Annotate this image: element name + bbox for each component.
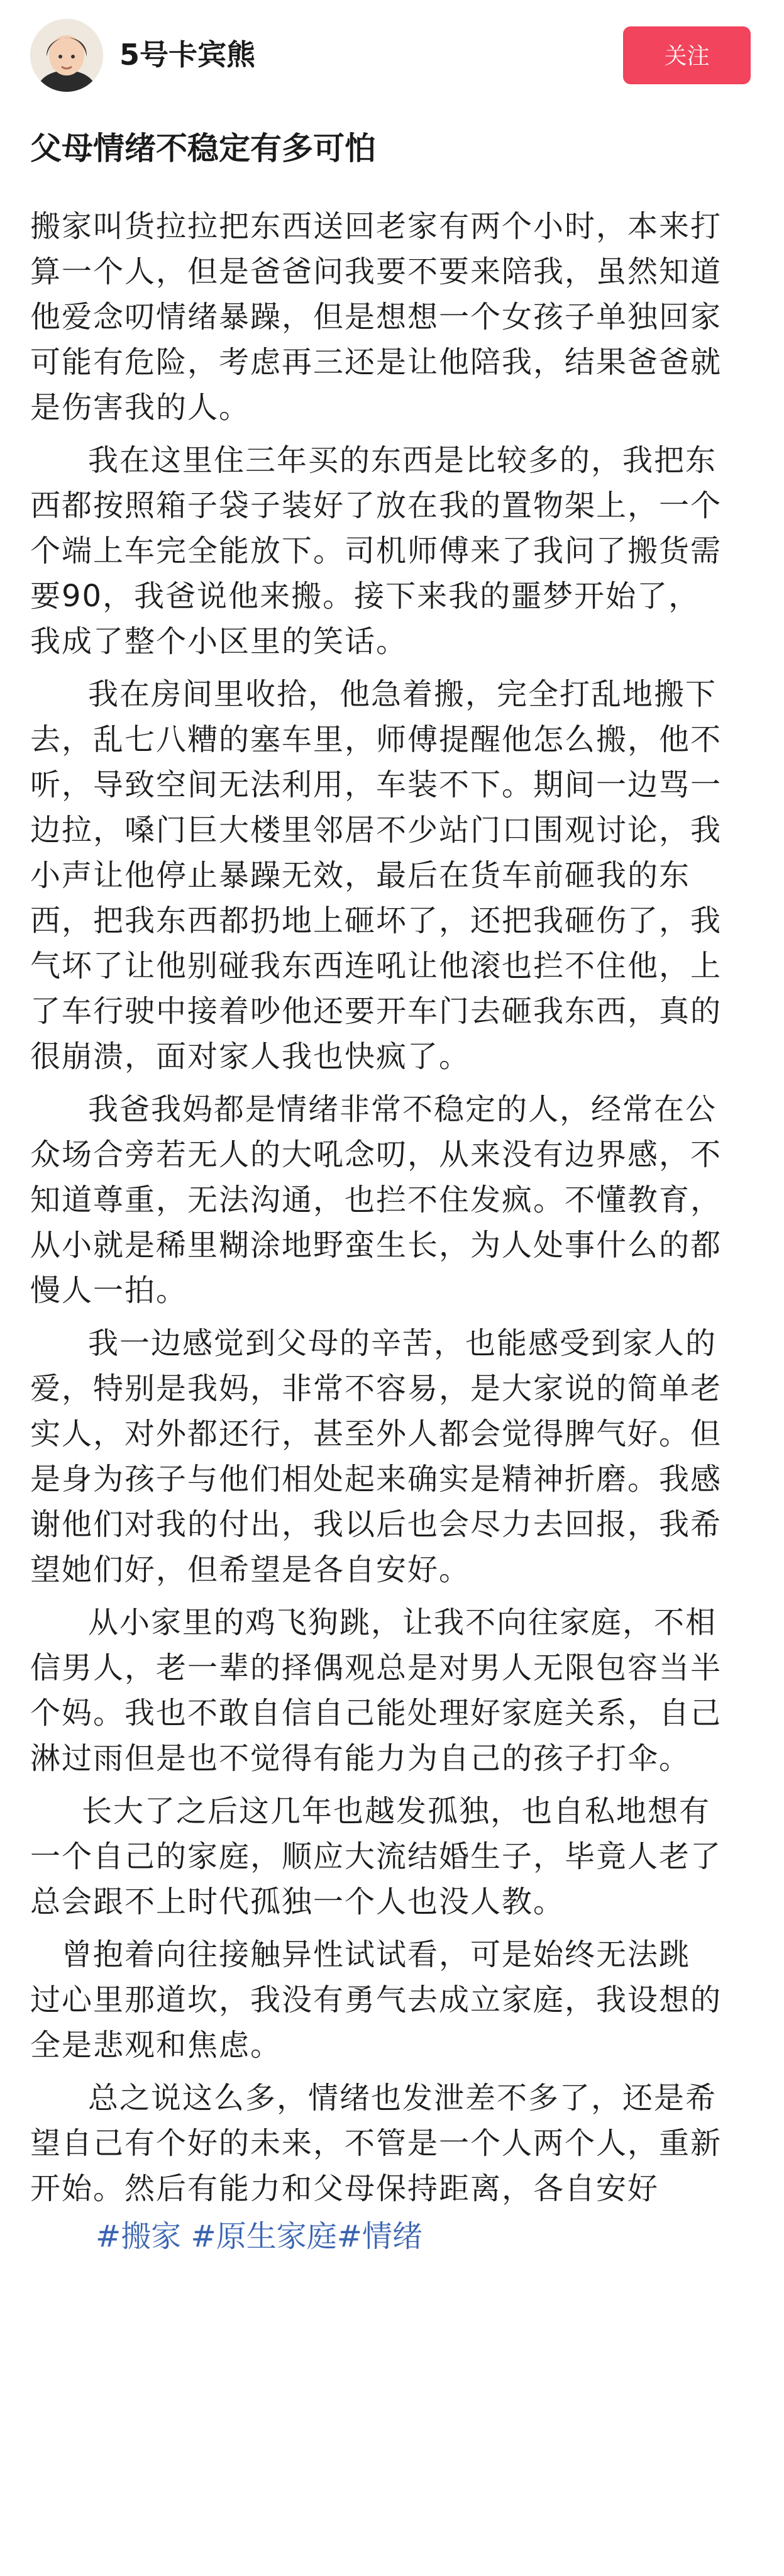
body-line: 了车行驶中接着吵他还要开车门去砸我东西，真的 <box>30 994 722 1029</box>
body-line: 从小就是稀里糊涂地野蛮生长，为人处事什么的都 <box>30 1228 722 1263</box>
body-line: 长大了之后这几年也越发孤独，也自私地想有 <box>82 1794 711 1829</box>
body-line: 我在房间里收拾，他急着搬，完全打乱地搬下 <box>88 677 717 712</box>
post-title: 父母情绪不稳定有多可怕 <box>30 130 376 167</box>
avatar-icon <box>30 19 103 92</box>
body-line: 边拉，嗓门巨大楼里邻居不少站门口围观讨论，我 <box>30 813 722 848</box>
body-line: 他爱念叨情绪暴躁，但是想想一个女孩子单独回家 <box>30 299 722 335</box>
body-line: 我一边感觉到父母的辛苦，也能感受到家人的 <box>88 1326 717 1361</box>
body-line: 搬家叫货拉拉把东西送回老家有两个小时，本来打 <box>30 209 722 244</box>
hashtag-row <box>96 2214 422 2259</box>
body-line: 总会跟不上时代孤独一个人也没人教。 <box>30 1884 565 1919</box>
body-line: 淋过雨但是也不觉得有能力为自己的孩子打伞。 <box>30 1741 691 1776</box>
hashtag-link[interactable]: #情绪 <box>336 2219 422 2254</box>
body-line: 很崩溃，面对家人我也快疯了。 <box>30 1039 471 1074</box>
hashtag-link[interactable]: #原生家庭 <box>190 2219 337 2254</box>
hashtag-link[interactable]: #搬家 <box>96 2219 182 2254</box>
body-line: 爱，特别是我妈，非常不容易，是大家说的简单老 <box>30 1371 722 1406</box>
body-line: 总之说这么多，情绪也发泄差不多了，还是希 <box>88 2080 717 2116</box>
username[interactable]: 5号卡宾熊 <box>119 38 256 72</box>
avatar[interactable] <box>30 19 103 92</box>
body-line: 慢人一拍。 <box>30 1273 188 1308</box>
body-line: 我成了整个小区里的笑话。 <box>30 624 408 659</box>
body-line: 全是悲观和焦虑。 <box>30 2028 282 2063</box>
body-line: 个端上车完全能放下。司机师傅来了我问了搬货需 <box>30 533 722 569</box>
body-line: 望自己有个好的未来，不管是一个人两个人，重新 <box>30 2126 722 2161</box>
body-line: 听，导致空间无法利用，车装不下。期间一边骂一 <box>30 767 722 802</box>
body-line: 西，把我东西都扔地上砸坏了，还把我砸伤了，我 <box>30 903 722 938</box>
body-line: 气坏了让他别碰我东西连吼让他滚也拦不住他，上 <box>30 948 722 984</box>
body-line: 曾抱着向往接触异性试试看，可是始终无法跳 <box>62 1937 691 1972</box>
body-line: 我爸我妈都是情绪非常不稳定的人，经常在公 <box>88 1092 717 1127</box>
body-line: 过心里那道坎，我没有勇气去成立家庭，我设想的 <box>30 1982 722 2018</box>
body-line: 可能有危险，考虑再三还是让他陪我，结果爸爸就 <box>30 345 722 380</box>
body-line: 信男人，老一辈的择偶观总是对男人无限包容当半 <box>30 1650 722 1685</box>
body-line: 一个自己的家庭，顺应大流结婚生子，毕竟人老了 <box>30 1839 722 1874</box>
body-line: 从小家里的鸡飞狗跳，让我不向往家庭，不相 <box>88 1605 717 1640</box>
follow-button[interactable]: 关注 <box>623 26 751 84</box>
body-line: 个妈。我也不敢自信自己能处理好家庭关系，自己 <box>30 1696 722 1731</box>
body-line: 要90，我爸说他来搬。接下来我的噩梦开始了， <box>30 579 700 614</box>
body-line: 是身为孩子与他们相处起来确实是精神折磨。我感 <box>30 1462 722 1497</box>
body-line: 望她们好，但希望是各自安好。 <box>30 1552 471 1587</box>
body-line: 知道尊重，无法沟通，也拦不住发疯。不懂教育， <box>30 1182 722 1218</box>
body-line: 开始。然后有能力和父母保持距离，各自安好 <box>30 2171 660 2206</box>
post-header <box>0 0 784 113</box>
body-line: 西都按照箱子袋子装好了放在我的置物架上，一个 <box>30 488 722 523</box>
body-line: 实人，对外都还行，甚至外人都会觉得脾气好。但 <box>30 1416 722 1452</box>
body-line: 去，乱七八糟的塞车里，师傅提醒他怎么搬，他不 <box>30 722 722 757</box>
body-line: 小声让他停止暴躁无效，最后在货车前砸我的东 <box>30 858 691 893</box>
body-line: 是伤害我的人。 <box>30 390 251 425</box>
body-line: 算一个人，但是爸爸问我要不要来陪我，虽然知道 <box>30 254 722 289</box>
body-line: 我在这里住三年买的东西是比较多的，我把东 <box>88 443 717 478</box>
body-line: 众场合旁若无人的大吼念叨，从来没有边界感，不 <box>30 1137 722 1172</box>
body-line: 谢他们对我的付出，我以后也会尽力去回报，我希 <box>30 1507 722 1542</box>
